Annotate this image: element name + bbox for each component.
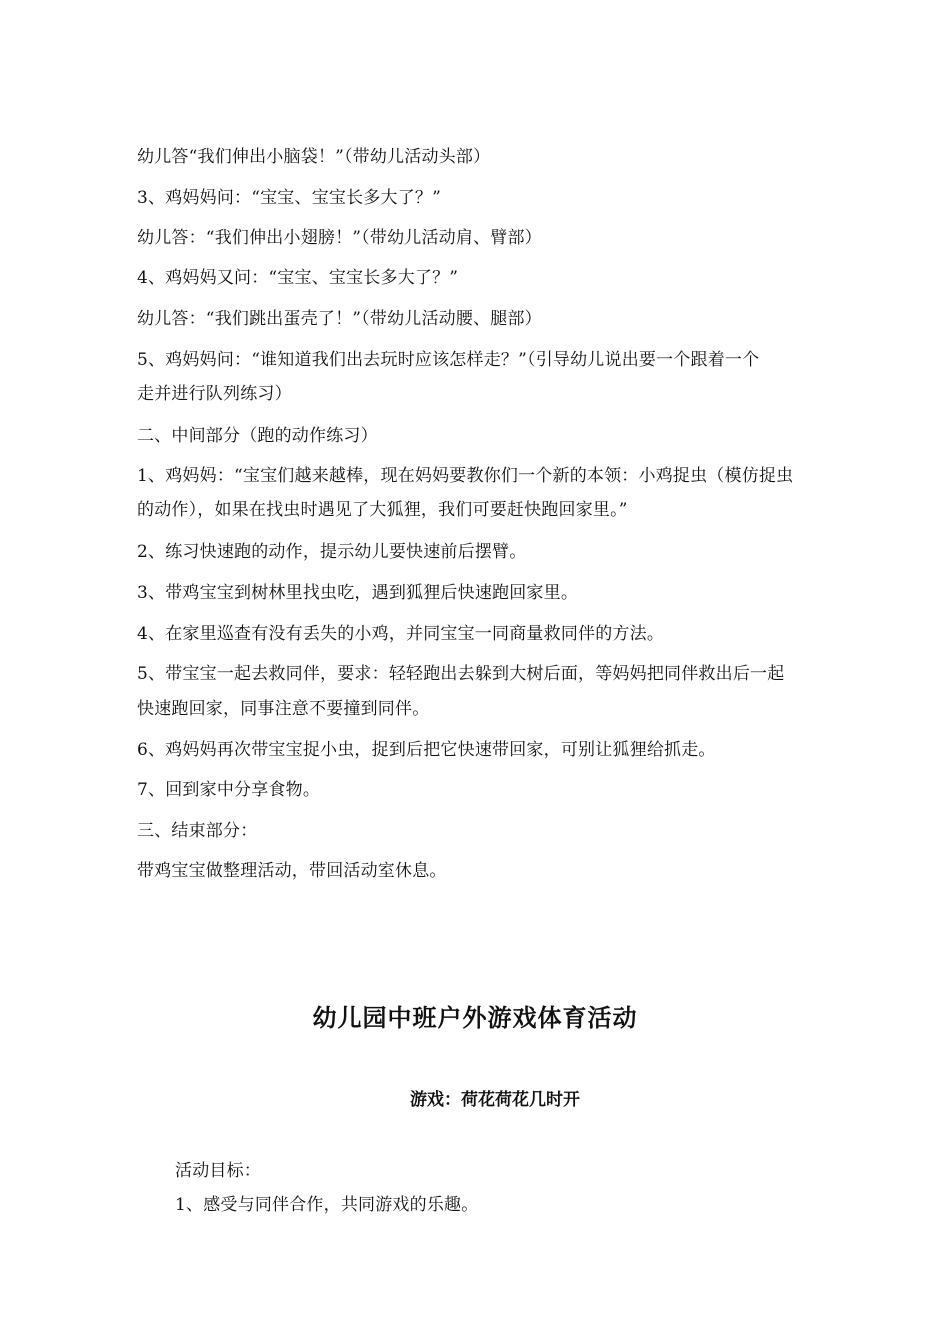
paragraph-line: 3、鸡妈妈问：“宝宝、宝宝长多大了？” bbox=[137, 188, 441, 208]
paragraph-line: 7、回到家中分享食物。 bbox=[137, 780, 321, 800]
objective-item: 1、感受与同伴合作，共同游戏的乐趣。 bbox=[175, 1195, 479, 1215]
paragraph-line: 幼儿答：“我们跳出蛋壳了！”（带幼儿活动腰、腿部） bbox=[137, 309, 542, 329]
document-title: 幼儿园中班户外游戏体育活动 bbox=[312, 1003, 638, 1032]
paragraph-line: 走并进行队列练习） bbox=[137, 384, 292, 404]
paragraph-line: 幼儿答“我们伸出小脑袋！”（带幼儿活动头部） bbox=[137, 147, 491, 167]
paragraph-line: 1、鸡妈妈：“宝宝们越来越棒，现在妈妈要教你们一个新的本领：小鸡捉虫（模仿捉虫 bbox=[137, 466, 794, 486]
paragraph-line: 幼儿答：“我们伸出小翅膀！”（带幼儿活动肩、臂部） bbox=[137, 228, 542, 248]
paragraph-line: 的动作），如果在找虫时遇见了大狐狸，我们可要赶快跑回家里。” bbox=[137, 500, 628, 520]
paragraph-line: 6、鸡妈妈再次带宝宝捉小虫，捉到后把它快速带回家，可别让狐狸给抓走。 bbox=[137, 740, 716, 760]
paragraph-line: 4、鸡妈妈又问：“宝宝、宝宝长多大了？” bbox=[137, 268, 459, 288]
section-heading: 二、中间部分（跑的动作练习） bbox=[137, 426, 378, 446]
document-subtitle: 游戏：荷花荷花几时开 bbox=[410, 1090, 580, 1110]
paragraph-line: 2、练习快速跑的动作，提示幼儿要快速前后摆臂。 bbox=[137, 542, 527, 562]
paragraph-line: 3、带鸡宝宝到树林里找虫吃，遇到狐狸后快速跑回家里。 bbox=[137, 583, 579, 603]
paragraph-line: 带鸡宝宝做整理活动，带回活动室休息。 bbox=[137, 861, 447, 881]
objectives-heading: 活动目标： bbox=[175, 1161, 261, 1181]
paragraph-line: 5、带宝宝一起去救同伴，要求：轻轻跑出去躲到大树后面，等妈妈把同伴救出后一起 bbox=[137, 664, 785, 684]
paragraph-line: 4、在家里巡查有没有丢失的小鸡，并同宝宝一同商量救同伴的方法。 bbox=[137, 624, 665, 644]
paragraph-line: 5、鸡妈妈问：“谁知道我们出去玩时应该怎样走？”（引导幼儿说出要一个跟着一个 bbox=[137, 350, 760, 370]
paragraph-line: 快速跑回家，同事注意不要撞到同伴。 bbox=[137, 699, 430, 719]
section-heading: 三、结束部分： bbox=[137, 821, 258, 841]
